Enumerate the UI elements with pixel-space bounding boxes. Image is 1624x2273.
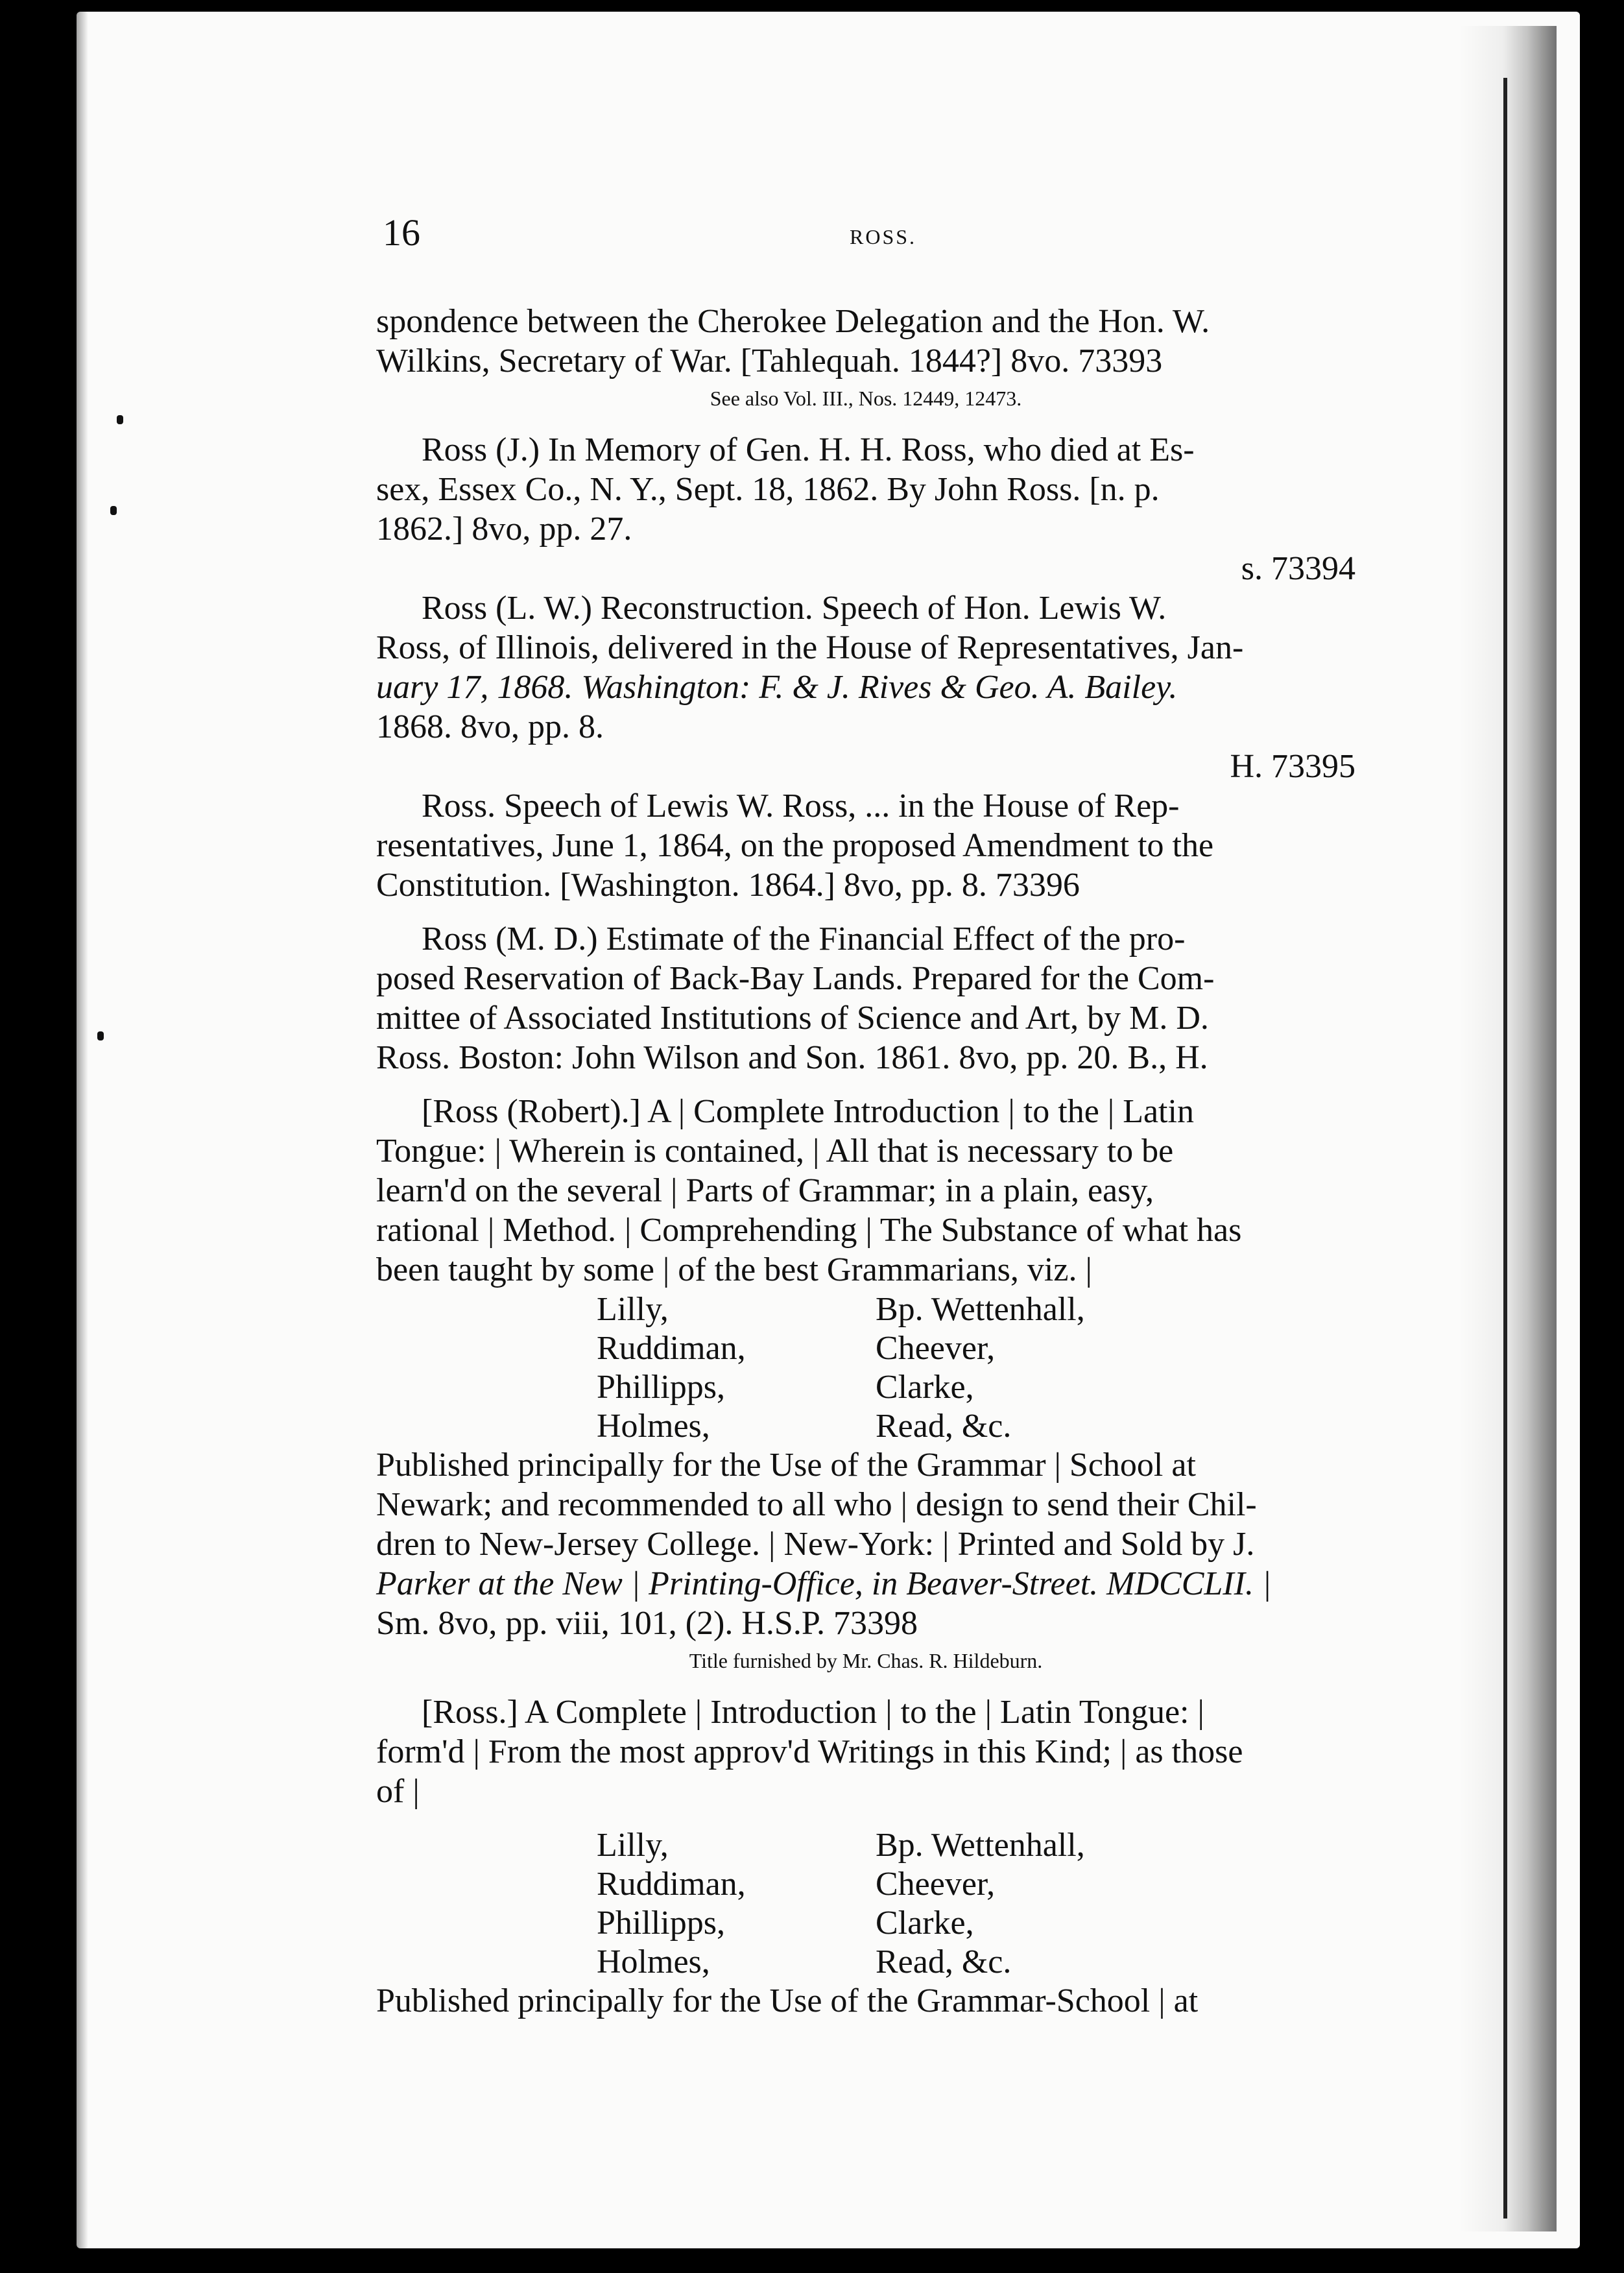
- entry-line: Ross (L. W.) Reconstruction. Speech of Hon. Lewis W.: [422, 590, 1167, 627]
- grammarian-row: Ruddiman, Cheever,: [597, 1330, 996, 1367]
- page-header: [383, 211, 1355, 263]
- grammarian-row: Holmes, Read, &c.: [597, 1408, 1012, 1445]
- text-line: spondence between the Cherokee Delegation and the Hon. W.: [376, 303, 1210, 340]
- running-title: ROSS.: [850, 225, 917, 248]
- entry-line: rational | Method. | Comprehending | The Substance of what has: [376, 1212, 1242, 1249]
- grammarian-row: Holmes, Read, &c.: [597, 1943, 1012, 1980]
- text-line: Wilkins, Secretary of War. [Tahlequah. 1844?] 8vo. 73393: [376, 343, 1163, 379]
- entry-line: Ross. Speech of Lewis W. Ross, ... in the House of Rep-: [422, 788, 1180, 824]
- entry-line: [Ross (Robert).] A | Complete Introduction | to the | Latin: [422, 1093, 1194, 1130]
- entry-line: Ross (M. D.) Estimate of the Financial Effect of the pro-: [422, 920, 1186, 957]
- entry-line: Published principally for the Use of the Grammar-School | at: [376, 1982, 1199, 2019]
- entry-line: Ross. Boston: John Wilson and Son. 1861. 8vo, pp. 20. B., H.: [376, 1039, 1208, 1076]
- entry-line: 1862.] 8vo, pp. 27.: [376, 511, 632, 547]
- entry-line: Parker at the New | Printing-Office, in Beaver-Street. MDCCLII. |: [376, 1565, 1272, 1602]
- entry-line: form'd | From the most approv'd Writings in this Kind; | as those: [376, 1733, 1243, 1770]
- entry-line: resentatives, June 1, 1864, on the proposed Amendment to the: [376, 827, 1214, 864]
- entry-number: s. 73394: [1241, 550, 1355, 587]
- grammarian-row: Ruddiman, Cheever,: [597, 1866, 996, 1903]
- entry-line: Constitution. [Washington. 1864.] 8vo, pp. 8. 73396: [376, 867, 1080, 904]
- entry-line: dren to New-Jersey College. | New-York: | Printed and Sold by J.: [376, 1526, 1255, 1563]
- entry-line: Newark; and recommended to all who | design to send their Chil-: [376, 1486, 1257, 1523]
- book-gutter-line: [1503, 78, 1507, 2219]
- page-edge-shadow: [77, 12, 88, 2248]
- entry-line: Tongue: | Wherein is contained, | All that is necessary to be: [376, 1133, 1174, 1170]
- margin-speck: [110, 506, 117, 515]
- entry-line: Published principally for the Use of the Grammar | School at: [376, 1447, 1196, 1484]
- entry-line: learn'd on the several | Parts of Grammar; in a plain, easy,: [376, 1172, 1154, 1209]
- grammarian-row: Phillipps, Clarke,: [597, 1369, 974, 1406]
- entry-line: Ross (J.) In Memory of Gen. H. H. Ross, who died at Es-: [422, 431, 1195, 468]
- entry-line: 1868. 8vo, pp. 8.: [376, 708, 604, 745]
- grammarian-row: Lilly, Bp. Wettenhall,: [597, 1291, 1085, 1328]
- entry-line: posed Reservation of Back-Bay Lands. Prepared for the Com-: [376, 960, 1215, 997]
- title-note: Title furnished by Mr. Chas. R. Hildeburn.: [689, 1649, 1043, 1672]
- entry-number: H. 73395: [1230, 748, 1355, 785]
- page-number: 16: [383, 211, 420, 254]
- entry-line: Sm. 8vo, pp. viii, 101, (2). H.S.P. 73398: [376, 1605, 918, 1642]
- grammarian-row: Phillipps, Clarke,: [597, 1905, 974, 1942]
- grammarian-row: Lilly, Bp. Wettenhall,: [597, 1827, 1085, 1864]
- entry-line: sex, Essex Co., N. Y., Sept. 18, 1862. By John Ross. [n. p.: [376, 471, 1160, 508]
- entry-line: mittee of Associated Institutions of Science and Art, by M. D.: [376, 1000, 1209, 1037]
- entries-text: [376, 302, 1355, 2021]
- book-spine-shadow: [1459, 26, 1557, 2231]
- entry-line: uary 17, 1868. Washington: F. & J. Rives & Geo. A. Bailey.: [376, 669, 1178, 706]
- margin-speck: [97, 1031, 104, 1040]
- entry-line: of |: [376, 1773, 420, 1810]
- entry-line: [Ross.] A Complete | Introduction | to the | Latin Tongue: |: [422, 1694, 1204, 1731]
- margin-speck: [117, 415, 123, 424]
- see-also-note: See also Vol. III., Nos. 12449, 12473.: [710, 387, 1022, 410]
- entry-line: been taught by some | of the best Grammarians, viz. |: [376, 1251, 1092, 1288]
- entry-line: Ross, of Illinois, delivered in the House of Representatives, Jan-: [376, 629, 1244, 666]
